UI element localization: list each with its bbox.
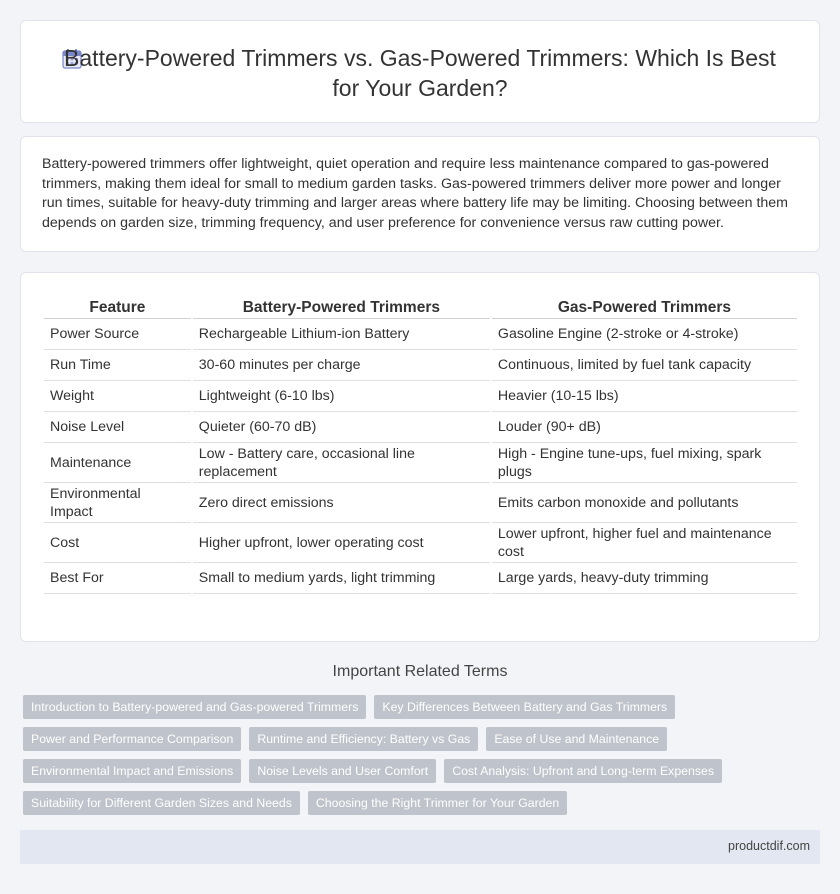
intro-card: [20, 136, 820, 252]
related-term-tag[interactable]: Power and Performance Comparison: [23, 727, 241, 751]
battery-cell: Rechargeable Lithium-ion Battery: [193, 319, 490, 350]
title-card: [20, 20, 820, 123]
table-row: [44, 350, 797, 381]
table-row: [44, 381, 797, 412]
header-feature: Feature: [44, 297, 191, 319]
feature-cell: Weight: [44, 381, 191, 412]
feature-cell: Noise Level: [44, 412, 191, 443]
related-term-tag[interactable]: Noise Levels and User Comfort: [249, 759, 436, 783]
comparison-card: [20, 272, 820, 642]
table-row: [44, 483, 797, 523]
gas-cell: Lower upfront, higher fuel and maintenance cost: [492, 523, 797, 563]
feature-cell: Maintenance: [44, 443, 191, 483]
table-row: [44, 523, 797, 563]
battery-cell: Higher upfront, lower operating cost: [193, 523, 490, 563]
related-term-tag[interactable]: Key Differences Between Battery and Gas Trimmers: [374, 695, 675, 719]
tag-row: [23, 759, 803, 783]
battery-cell: Zero direct emissions: [193, 483, 490, 523]
comparison-table: [42, 297, 799, 594]
related-term-tag[interactable]: Cost Analysis: Upfront and Long-term Expenses: [444, 759, 722, 783]
tag-row: [23, 791, 803, 815]
gas-cell: Large yards, heavy-duty trimming: [492, 563, 797, 594]
feature-cell: Best For: [44, 563, 191, 594]
intro-paragraph: Battery-powered trimmers offer lightweight, quiet operation and require less maintenance compared to gas-powered trimmers, making them ideal for small to medium garden tasks. Gas-powered trimmers deliver more power and longer run times, suitable for heavy-duty trimming and larger areas where battery life may be limiting. Choosing between them depends on garden size, trimming frequency, and user preference for convenience versus raw cutting power.: [42, 156, 788, 231]
related-term-tag[interactable]: Ease of Use and Maintenance: [486, 727, 667, 751]
battery-cell: 30-60 minutes per charge: [193, 350, 490, 381]
footer: [20, 830, 820, 864]
battery-cell: Small to medium yards, light trimming: [193, 563, 490, 594]
feature-cell: Cost: [44, 523, 191, 563]
table-row: [44, 443, 797, 483]
table-row: [44, 412, 797, 443]
gas-cell: Gasoline Engine (2-stroke or 4-stroke): [492, 319, 797, 350]
footer-site-link[interactable]: productdif.com: [728, 839, 810, 853]
tag-row: [23, 695, 803, 719]
gas-cell: Emits carbon monoxide and pollutants: [492, 483, 797, 523]
battery-cell: Low - Battery care, occasional line replacement: [193, 443, 490, 483]
related-terms-heading: Important Related Terms: [332, 663, 508, 680]
feature-cell: Run Time: [44, 350, 191, 381]
related-terms-list: [23, 695, 803, 823]
battery-cell: Lightweight (6-10 lbs): [193, 381, 490, 412]
feature-cell: Environmental Impact: [44, 483, 191, 523]
table-header-row: [44, 297, 797, 319]
page-title: Battery-Powered Trimmers vs. Gas-Powered Trimmers: Which Is Best for Your Garden?: [64, 45, 776, 101]
table-row: [44, 563, 797, 594]
gas-cell: Continuous, limited by fuel tank capacity: [492, 350, 797, 381]
gas-cell: High - Engine tune-ups, fuel mixing, spark plugs: [492, 443, 797, 483]
related-term-tag[interactable]: Environmental Impact and Emissions: [23, 759, 241, 783]
related-term-tag[interactable]: Choosing the Right Trimmer for Your Garden: [308, 791, 567, 815]
gas-cell: Heavier (10-15 lbs): [492, 381, 797, 412]
battery-cell: Quieter (60-70 dB): [193, 412, 490, 443]
related-term-tag[interactable]: Suitability for Different Garden Sizes and Needs: [23, 791, 300, 815]
gas-cell: Louder (90+ dB): [492, 412, 797, 443]
feature-cell: Power Source: [44, 319, 191, 350]
table-row: [44, 319, 797, 350]
tag-row: [23, 727, 803, 751]
related-term-tag[interactable]: Runtime and Efficiency: Battery vs Gas: [249, 727, 478, 751]
header-gas: Gas-Powered Trimmers: [492, 297, 797, 319]
header-battery: Battery-Powered Trimmers: [193, 297, 490, 319]
related-term-tag[interactable]: Introduction to Battery-powered and Gas-powered Trimmers: [23, 695, 366, 719]
